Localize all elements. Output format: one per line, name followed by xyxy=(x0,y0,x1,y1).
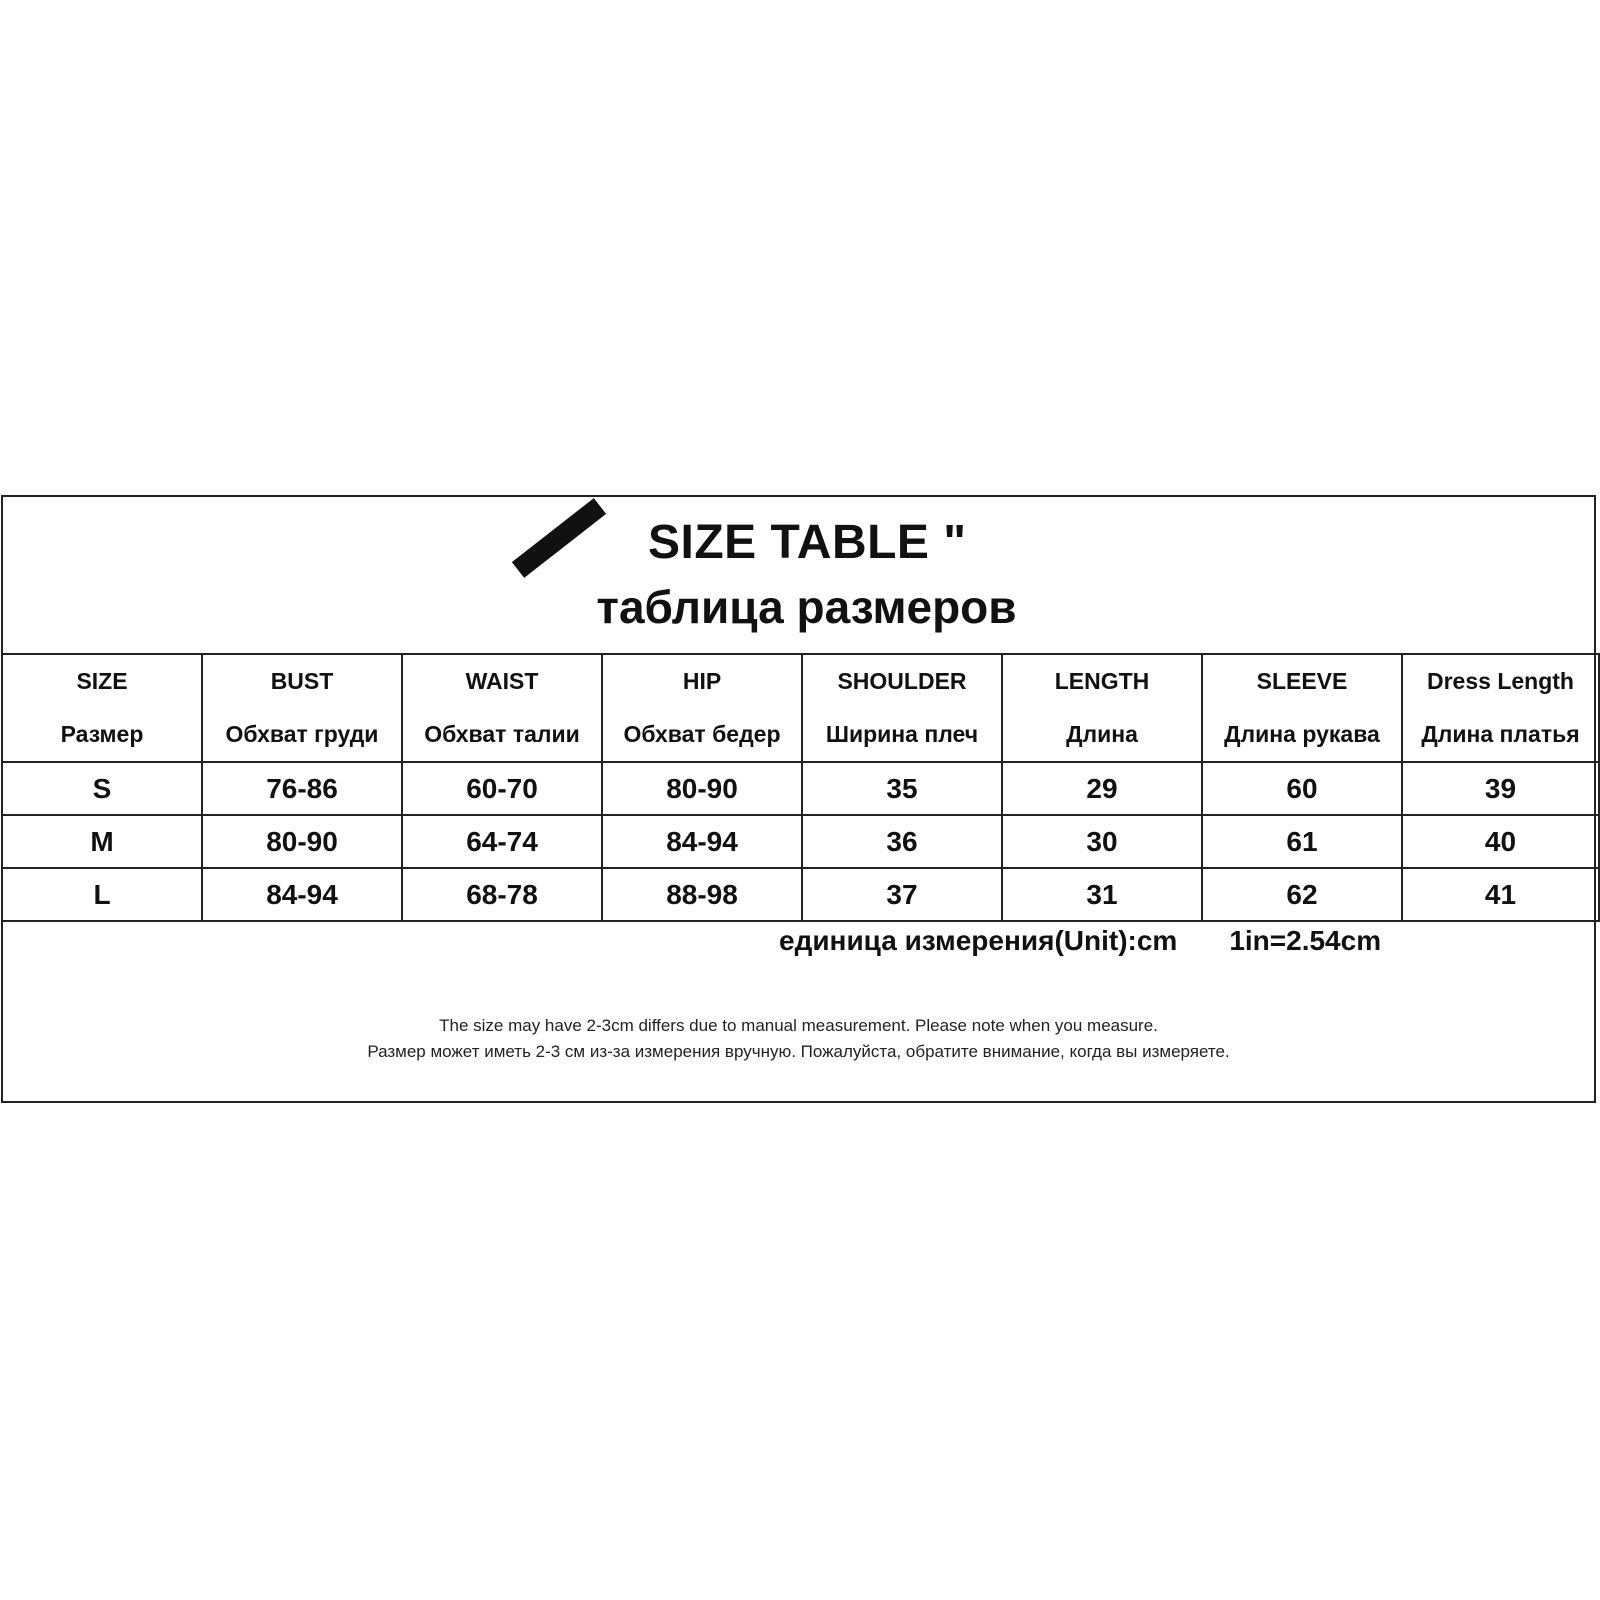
table-header-row xyxy=(2,654,1599,762)
table-row-l xyxy=(2,868,1599,921)
table-cell: 84-94 xyxy=(202,868,402,921)
unit-line xyxy=(779,925,1381,957)
table-cell: 39 xyxy=(1402,762,1599,815)
table-cell: L xyxy=(2,868,202,921)
table-cell: 36 xyxy=(802,815,1002,868)
table-row-s xyxy=(2,762,1599,815)
column-header-en: WAIST xyxy=(465,668,539,694)
column-header-bust xyxy=(202,654,402,762)
table-cell: 68-78 xyxy=(402,868,602,921)
column-header-ru: Размер xyxy=(60,721,144,747)
table-cell: 35 xyxy=(802,762,1002,815)
inch-conversion: 1in=2.54cm xyxy=(1229,925,1382,956)
table-cell: 37 xyxy=(802,868,1002,921)
column-header-en: SHOULDER xyxy=(837,668,967,694)
column-header-sleeve xyxy=(1202,654,1402,762)
column-header-ru: Обхват талии xyxy=(424,721,580,747)
table-cell: 80-90 xyxy=(602,762,802,815)
column-header-length xyxy=(1002,654,1202,762)
table-cell: 84-94 xyxy=(602,815,802,868)
table-cell: 41 xyxy=(1402,868,1599,921)
column-header-waist xyxy=(402,654,602,762)
unit-label: единица измерения(Unit):cm xyxy=(779,925,1178,956)
column-header-ru: Обхват груди xyxy=(225,721,379,747)
table-cell: 40 xyxy=(1402,815,1599,868)
column-header-shoulder xyxy=(802,654,1002,762)
column-header-ru: Длина платья xyxy=(1421,721,1580,747)
table-cell: S xyxy=(2,762,202,815)
title-english: SIZE TABLE " xyxy=(648,516,967,569)
table-cell: 60 xyxy=(1202,762,1402,815)
column-header-ru: Ширина плеч xyxy=(825,721,979,747)
column-header-en: SLEEVE xyxy=(1256,668,1348,694)
column-header-size xyxy=(2,654,202,762)
table-cell: 62 xyxy=(1202,868,1402,921)
title-area xyxy=(3,497,1594,655)
table-cell: 64-74 xyxy=(402,815,602,868)
table-row-m xyxy=(2,815,1599,868)
table-cell: 31 xyxy=(1002,868,1202,921)
table-cell: 80-90 xyxy=(202,815,402,868)
size-table xyxy=(1,653,1600,922)
column-header-en: Dress Length xyxy=(1427,668,1574,694)
table-cell: 30 xyxy=(1002,815,1202,868)
column-header-en: LENGTH xyxy=(1054,668,1150,694)
table-cell: M xyxy=(2,815,202,868)
table-cell: 29 xyxy=(1002,762,1202,815)
table-cell: 76-86 xyxy=(202,762,402,815)
column-header-ru: Длина xyxy=(1066,721,1138,747)
table-cell: 61 xyxy=(1202,815,1402,868)
measurement-note-english: The size may have 2-3cm differs due to manual measurement. Please note when you measure. xyxy=(439,1016,1158,1035)
slash-mark-icon xyxy=(512,498,606,578)
column-header-hip xyxy=(602,654,802,762)
column-header-dress-length xyxy=(1402,654,1599,762)
measurement-note-russian: Размер может иметь 2-3 см из-за измерения вручную. Пожалуйста, обратите внимание, когда вы измеряете. xyxy=(367,1042,1230,1061)
column-header-en: BUST xyxy=(270,668,334,694)
column-header-ru: Длина рукава xyxy=(1224,721,1380,747)
column-header-en: SIZE xyxy=(76,668,128,694)
table-cell: 60-70 xyxy=(402,762,602,815)
column-header-en: HIP xyxy=(682,668,722,694)
size-chart-panel xyxy=(1,495,1596,1103)
table-cell: 88-98 xyxy=(602,868,802,921)
title-russian: таблица размеров xyxy=(596,581,1017,633)
column-header-ru: Обхват бедер xyxy=(623,721,781,747)
